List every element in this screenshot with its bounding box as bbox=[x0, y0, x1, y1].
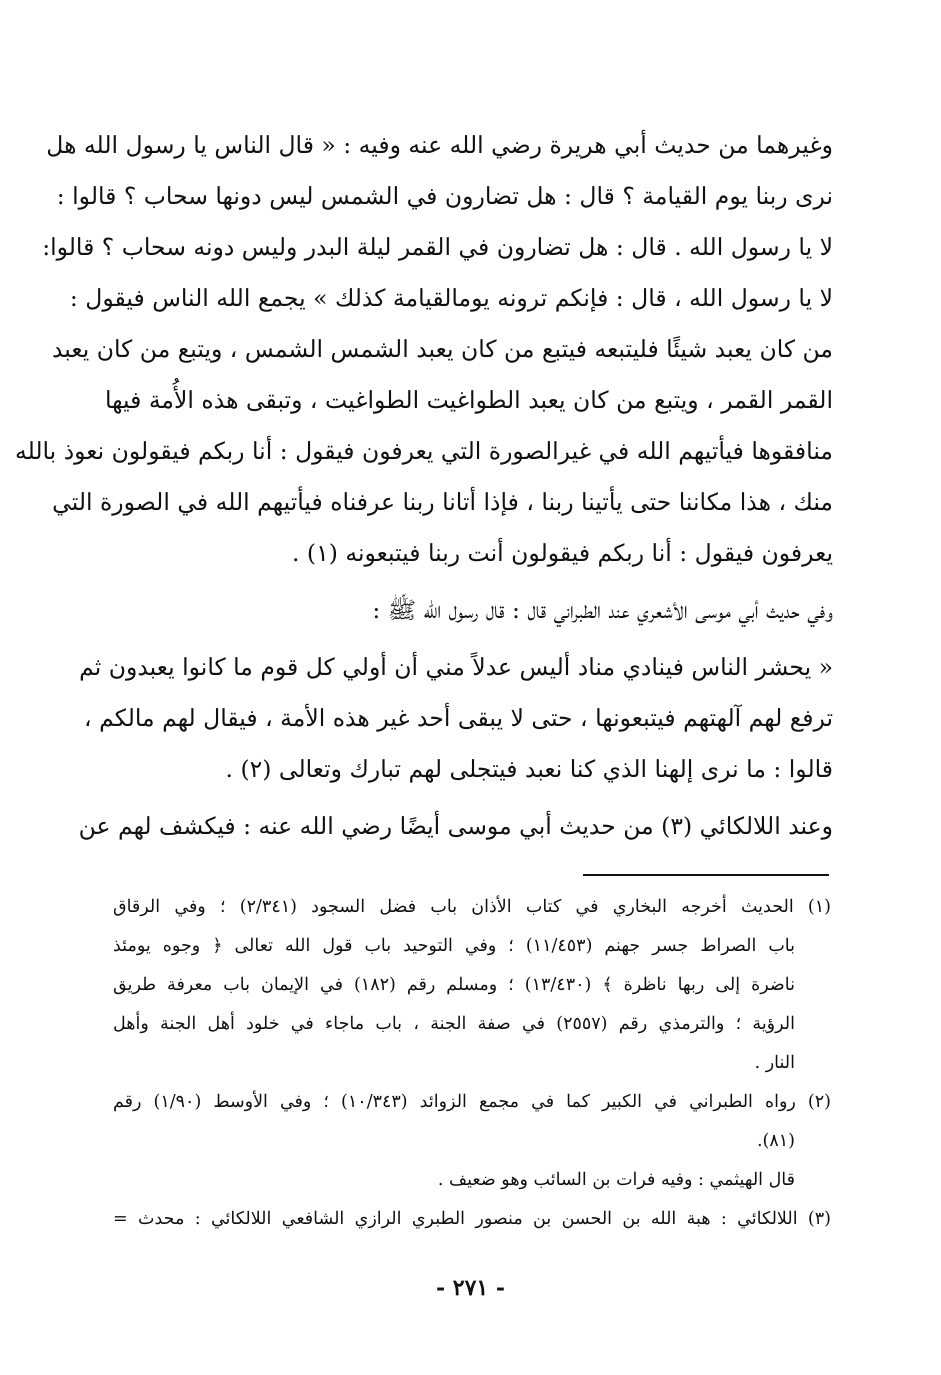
text-line: نرى ربنا يوم القيامة ؟ قال : هل تضارون في الشمس ليس دونها سحاب ؟ قالوا : bbox=[56, 182, 833, 210]
text-line: « يحشر الناس فينادي مناد أليس عدلاً مني أن أولي كل قوم ما كانوا يعبدون ثم bbox=[79, 653, 833, 681]
footnotes bbox=[113, 888, 831, 1239]
footnote-line: (٨١). bbox=[756, 1131, 795, 1151]
text-line: قالوا : ما نرى إلهنا الذي كنا نعبد فيتجلى لهم تبارك وتعالى (٢) . bbox=[225, 755, 833, 783]
main-text bbox=[14, 120, 833, 852]
footnote-separator bbox=[583, 874, 829, 876]
text-line: وفي حديث أبي موسى الأشعري عند الطبراني قال : قال رسول الله ﷺ : bbox=[372, 596, 833, 624]
footnote-line: النار . bbox=[754, 1053, 795, 1073]
text-line: منافقوها فيأتيهم الله في غيرالصورة التي يعرفون فيقول : أنا ربكم فيقولون نعوذ بالله bbox=[14, 437, 833, 465]
footnote-line: قال الهيثمي : وفيه فرات بن السائب وهو ضعيف . bbox=[437, 1170, 795, 1190]
footnote-line: (١) الحديث أخرجه البخاري في كتاب الأذان باب فضل السجود (٢/٣٤١) ؛ وفي الرقاق bbox=[113, 897, 831, 917]
text-line: لا يا رسول الله ، قال : فإنكم ترونه يومالقيامة كذلك » يجمع الله الناس فيقول : bbox=[69, 284, 833, 312]
text-line: يعرفون فيقول : أنا ربكم فيقولون أنت ربنا فيتبعونه (١) . bbox=[291, 539, 833, 567]
footnote-line: (٣) اللالكائي : هبة الله بن الحسن بن منصور الطبري الرازي الشافعي اللالكائي : محدث = bbox=[113, 1209, 831, 1229]
text-line: ترفع لهم آلهتهم فيتبعونها ، حتى لا يبقى أحد غير هذه الأمة ، فيقال لهم مالكم ، bbox=[84, 704, 833, 732]
text-line: من كان يعبد شيئًا فليتبعه فيتبع من كان يعبد الشمس الشمس ، ويتبع من كان يعبد bbox=[51, 335, 833, 363]
text-line: منك ، هذا مكاننا حتى يأتينا ربنا ، فإذا أتانا ربنا عرفناه فيأتيهم الله في الصورة التي bbox=[52, 488, 833, 516]
footnote-line: الرؤية ؛ والترمذي رقم (٢٥٥٧) في صفة الجنة ، باب ماجاء في خلود أهل الجنة وأهل bbox=[113, 1014, 795, 1034]
text-line: وغيرهما من حديث أبي هريرة رضي الله عنه وفيه : « قال الناس يا رسول الله هل bbox=[46, 131, 833, 159]
footnote-line: (٢) رواه الطبراني في الكبير كما في مجمع الزوائد (١٠/٣٤٣) ؛ وفي الأوسط (١/٩٠) رقم bbox=[113, 1092, 831, 1112]
text-line: لا يا رسول الله . قال : هل تضارون في القمر ليلة البدر وليس دونه سحاب ؟ قالوا: bbox=[42, 233, 833, 261]
footnote-line: باب الصراط جسر جهنم (١١/٤٥٣) ؛ وفي التوحيد باب قول الله تعالى ﴿ وجوه يومئذ bbox=[113, 936, 795, 956]
footnote-line: ناضرة إلى ربها ناظرة ﴾ (١٣/٤٣٠) ؛ ومسلم رقم (١٨٢) في الإيمان باب معرفة طريق bbox=[113, 975, 795, 995]
text-line: وعند اللالكائي (٣) من حديث أبي موسى أيضًا رضي الله عنه : فيكشف لهم عن bbox=[78, 812, 833, 840]
text-line: القمر القمر ، ويتبع من كان يعبد الطواغيت الطواغيت ، وتبقى هذه الأُمة فيها bbox=[105, 386, 833, 414]
page-number: - ٢٧١ - bbox=[435, 1275, 506, 1301]
